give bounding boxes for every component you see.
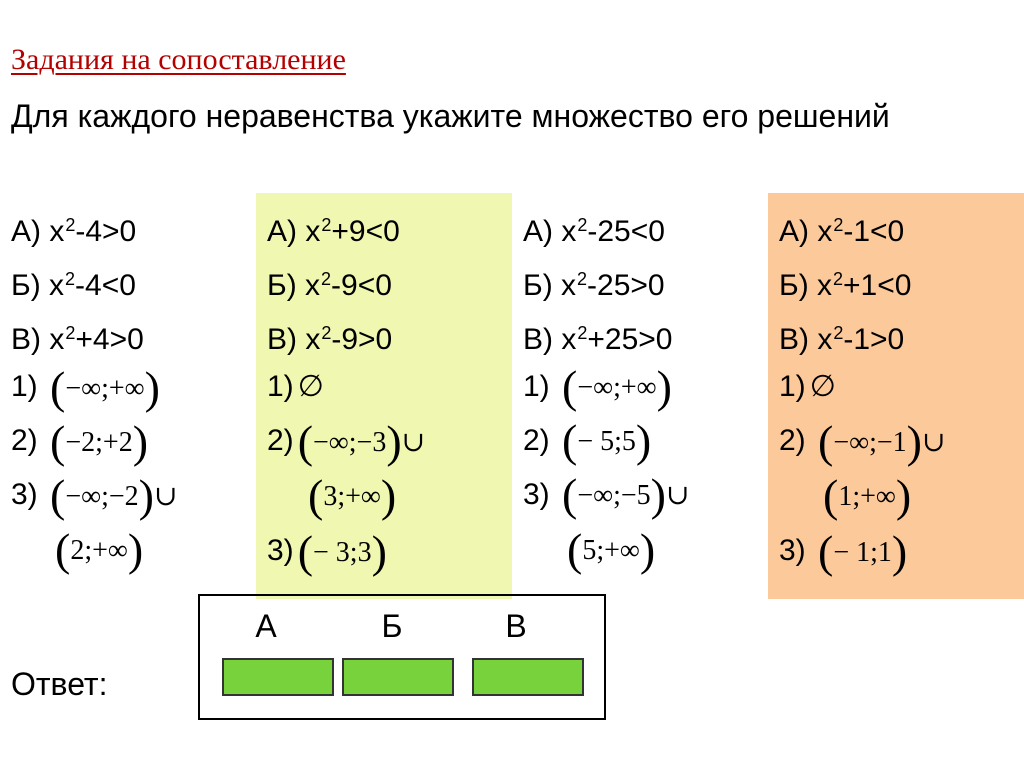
interval: (1;+∞)	[823, 469, 912, 521]
interval: (− 1;1)	[818, 525, 908, 577]
answer-label: Ответ:	[11, 666, 108, 702]
inequality-b: Б) $x^2+1<0$	[779, 269, 912, 302]
interval: (5;+∞)	[567, 523, 656, 575]
option-1: 1) ∅	[267, 367, 324, 407]
option-3: 3)(− 3;3)	[267, 525, 387, 577]
option-1: 1) (−∞;+∞)	[11, 361, 160, 413]
empty-set-symbol: ∅	[809, 370, 836, 403]
interval: (− 3;3)	[297, 525, 387, 577]
option-2: 2) (−∞;−1)∪	[779, 415, 946, 467]
inequality-b: Б) $x^2-4<0$	[11, 269, 136, 302]
interval: (−∞;−1)∪	[818, 415, 946, 467]
answer-letter-c: В	[505, 608, 527, 644]
interval: (−∞;−2)∪	[50, 469, 178, 521]
inequality-a: А) $x^2-4>0$	[11, 215, 137, 248]
interval: (−∞;+∞)	[562, 361, 672, 412]
inequality-c: В) $x^2+4>0$	[11, 323, 144, 356]
interval: (−∞;−3)∪	[297, 415, 426, 467]
column-2	[256, 193, 512, 599]
option-3: 3) (−∞;−2)∪	[11, 469, 178, 521]
page-title: Задания на сопоставление	[11, 43, 346, 76]
interval: (−2;+2)	[50, 415, 149, 467]
answer-box	[198, 594, 606, 720]
inequality-c: В) $x^2-9>0$	[267, 323, 393, 356]
interval: (3;+∞)	[308, 469, 397, 521]
option-2-continuation	[308, 469, 397, 521]
option-1: 1) ∅	[779, 367, 836, 407]
option-3-continuation	[567, 523, 656, 575]
inequality-b: Б) $x^2-25>0$	[523, 269, 665, 302]
option-2-continuation	[823, 469, 912, 521]
option-2: 2)(−∞;−3)∪	[267, 415, 426, 467]
answer-letter-b: Б	[381, 608, 403, 644]
inequality-c: В) $x^2+25>0$	[523, 323, 673, 356]
inequality-b: Б) $x^2-9<0$	[267, 269, 392, 302]
inequality-c: В) $x^2-1>0$	[779, 323, 905, 356]
answer-letter-a: А	[255, 608, 277, 644]
instruction-text: Для каждого неравенства укажите множество его решений	[11, 98, 890, 134]
inequality-a: А) $x^2-1<0$	[779, 215, 905, 248]
answer-slot-c[interactable]	[472, 658, 584, 696]
answer-slot-a[interactable]	[222, 658, 334, 696]
empty-set-symbol: ∅	[297, 370, 324, 403]
option-3-continuation	[55, 523, 144, 575]
option-3: 3) (−∞;−5)∪	[523, 469, 690, 520]
option-2: 2) (−2;+2)	[11, 415, 149, 467]
option-3: 3) (− 1;1)	[779, 525, 908, 577]
interval: (−∞;−5)∪	[562, 469, 690, 520]
option-2: 2) (− 5;5)	[523, 415, 652, 466]
interval: (− 5;5)	[562, 415, 652, 466]
inequality-a: А) $x^2+9<0$	[267, 215, 400, 248]
interval: (2;+∞)	[55, 523, 144, 575]
inequality-a: А) $x^2-25<0$	[523, 215, 665, 248]
column-4	[768, 193, 1024, 599]
answer-slot-b[interactable]	[342, 658, 454, 696]
option-1: 1) (−∞;+∞)	[523, 361, 672, 412]
interval: (−∞;+∞)	[50, 361, 160, 413]
